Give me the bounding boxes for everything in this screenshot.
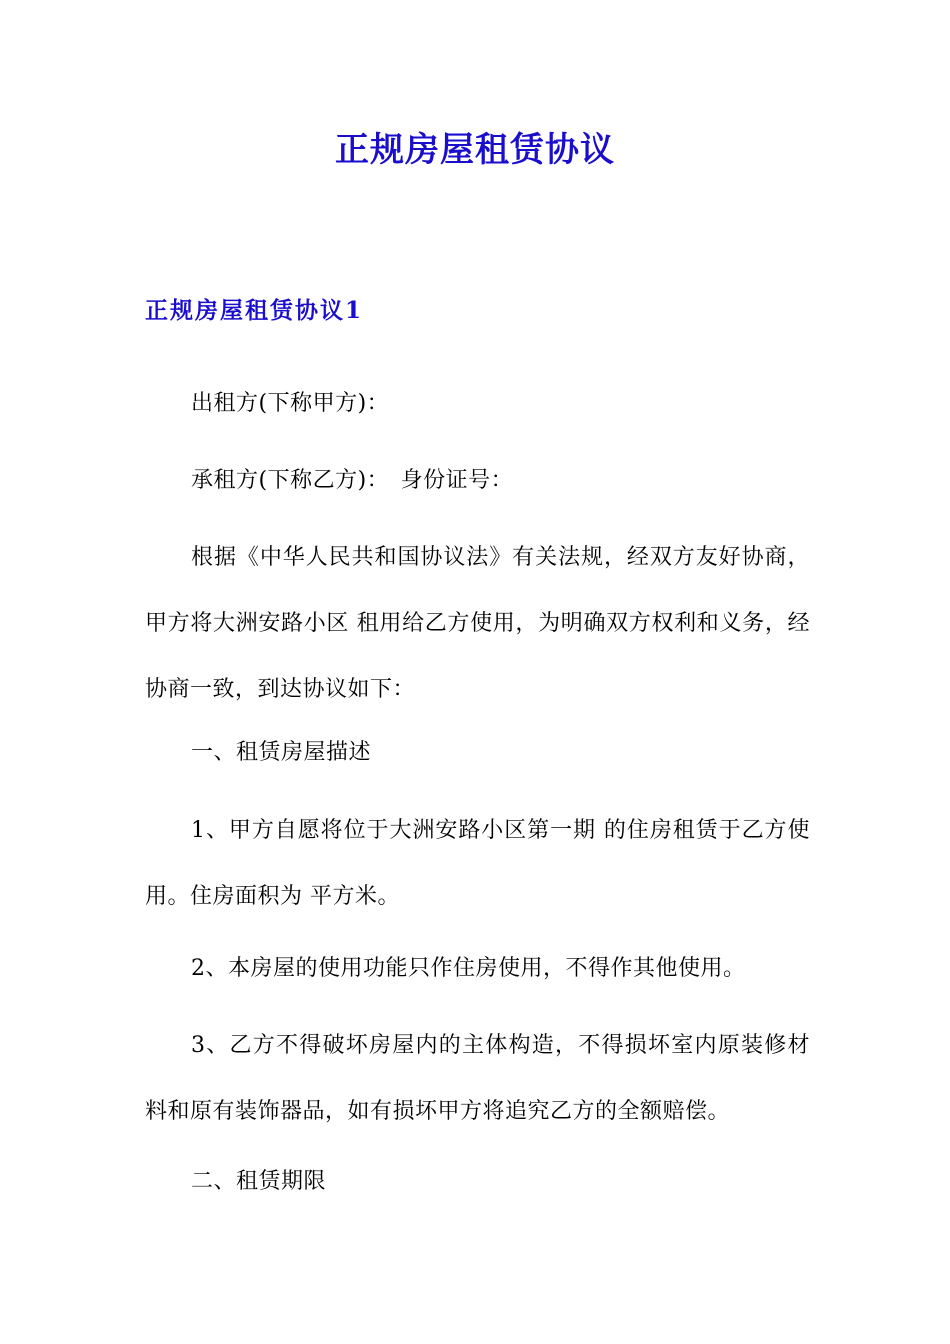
heading-section-two: 二、租赁期限: [191, 1169, 327, 1194]
paragraph-clause-2: 2、本房屋的使用功能只作住房使用，不得作其他使用。: [191, 956, 746, 981]
paragraph-clause-1: 1、甲方自愿将位于大洲安路小区第一期 的住房租赁于乙方使用。住房面积为 平方米。: [145, 818, 810, 909]
section-heading: 正规房屋租赁协议1: [145, 297, 364, 324]
paragraph-preamble: 根据《中华人民共和国协议法》有关法规，经双方友好协商，甲方将大洲安路小区 租用给乙方使用，为明确双方权利和义务，经协商一致，到达协议如下：: [145, 545, 810, 702]
paragraph-clause-3: 3、乙方不得破坏房屋内的主体构造，不得损坏室内原装修材料和原有装饰器品，如有损坏甲方将追究乙方的全额赔偿。: [145, 1033, 810, 1124]
document-title: 正规房屋租赁协议: [335, 130, 615, 170]
paragraph-lessee: 承租方(下称乙方)： 身份证号：: [191, 468, 514, 493]
paragraph-lessor: 出租方(下称甲方)：: [191, 391, 390, 416]
heading-section-one: 一、租赁房屋描述: [191, 740, 372, 765]
